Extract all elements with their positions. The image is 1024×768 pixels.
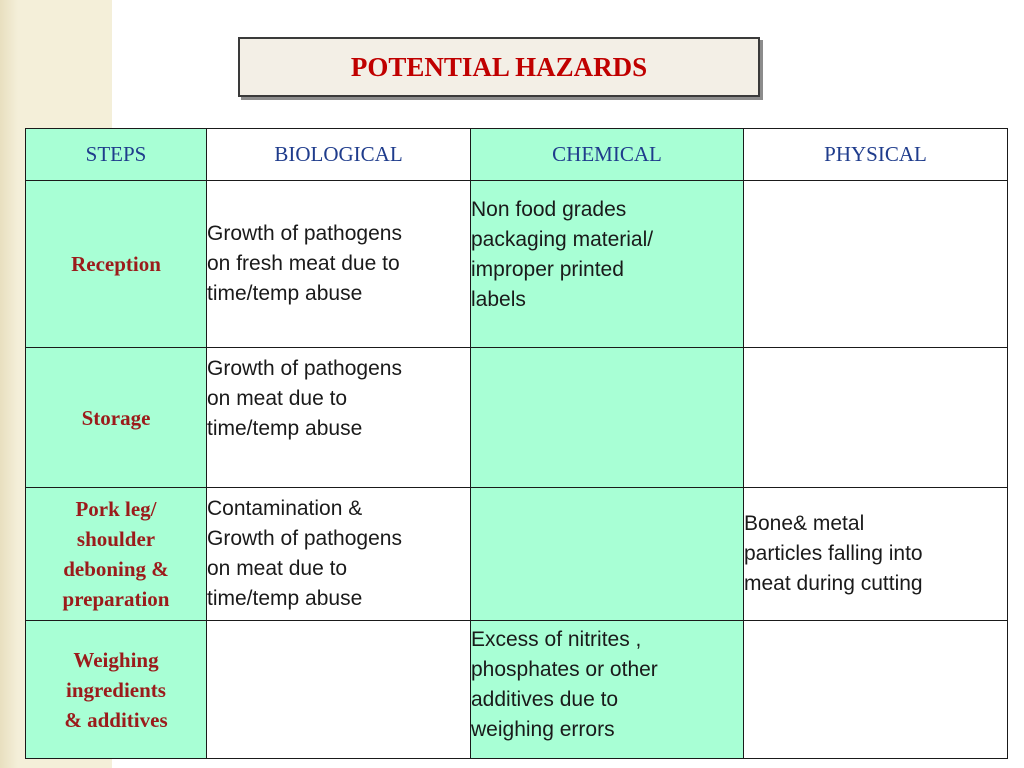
page-title: POTENTIAL HAZARDS xyxy=(350,51,648,82)
physical-cell xyxy=(744,488,1008,621)
chemical-text: Excess of nitrites , phosphates or other additives due to weighing errors xyxy=(471,628,658,741)
step-label: Storage xyxy=(81,405,151,430)
header-row xyxy=(26,129,1008,181)
step-label: Reception xyxy=(71,252,161,276)
chemical-cell xyxy=(471,181,744,348)
header-steps: STEPS xyxy=(26,129,207,181)
biological-cell xyxy=(207,181,471,348)
table-row xyxy=(26,488,1008,621)
table-row xyxy=(26,621,1008,759)
chemical-cell xyxy=(471,348,744,488)
title-box xyxy=(238,37,760,97)
header-physical: PHYSICAL xyxy=(744,129,1008,181)
step-cell xyxy=(26,621,207,759)
step-cell xyxy=(26,348,207,488)
biological-cell xyxy=(207,348,471,488)
chemical-cell xyxy=(471,621,744,759)
chemical-text: Non food grades packaging material/ improper printed labels xyxy=(471,198,654,311)
table-row xyxy=(26,181,1008,348)
header-chemical: CHEMICAL xyxy=(471,129,744,181)
physical-text: Bone& metal particles falling into meat during cutting xyxy=(744,512,923,595)
biological-text: Growth of pathogens on meat due to time/temp abuse xyxy=(207,357,402,440)
table-row xyxy=(26,348,1008,488)
biological-cell xyxy=(207,488,471,621)
physical-cell xyxy=(744,348,1008,488)
physical-cell xyxy=(744,621,1008,759)
hazards-table xyxy=(25,128,1008,759)
chemical-cell xyxy=(471,488,744,621)
step-cell xyxy=(26,181,207,348)
biological-text: Contamination & Growth of pathogens on meat due to time/temp abuse xyxy=(207,497,402,610)
header-biological: BIOLOGICAL xyxy=(207,129,471,181)
step-label: Weighing ingredients & additives xyxy=(64,647,168,732)
decorative-side-strip-shade xyxy=(0,0,18,768)
biological-text: Growth of pathogens on fresh meat due to time/temp abuse xyxy=(207,222,402,305)
physical-cell xyxy=(744,181,1008,348)
step-label: Pork leg/ shoulder deboning & preparation xyxy=(62,497,170,611)
step-cell xyxy=(26,488,207,621)
biological-cell xyxy=(207,621,471,759)
